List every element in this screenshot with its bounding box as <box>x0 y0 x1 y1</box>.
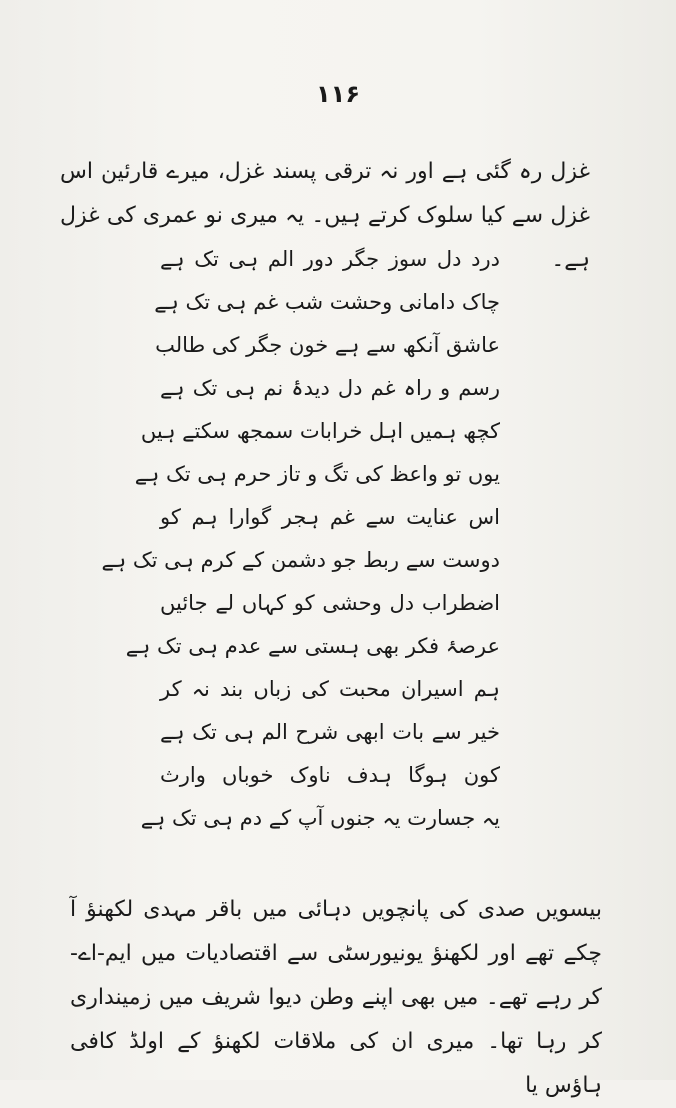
poem-line: خیر سے بات ابھی شرح الم ہی تک ہے <box>160 720 500 744</box>
intro-paragraph: غزل رہ گئی ہے اور نہ ترقی پسند غزل، میرے قارئین اس غزل سے کیا سلوک کرتے ہیں۔ یہ میری نو عمری کی غزل ہے۔ <box>60 159 590 272</box>
poem-line: کون ہوگا ہدف ناوک خوباں وارث <box>160 763 500 787</box>
poem-line: یہ جسارت یہ جنوں آپ کے دم ہی تک ہے <box>140 806 500 830</box>
poem-line: رسم و راہ غم دل دیدۂ نم ہی تک ہے <box>160 376 500 400</box>
ghazal-poem <box>101 238 500 840</box>
poem-line: چاک دامانی وحشت شب غم ہی تک ہے <box>154 290 500 314</box>
poem-line: یوں تو واعظ کی تگ و تاز حرم ہی تک ہے <box>134 462 500 486</box>
poem-line: عرصۂ فکر بھی ہستی سے عدم ہی تک ہے <box>125 634 500 658</box>
poem-line: عاشق آنکھ سے ہے خون جگر کی طالب <box>155 333 500 357</box>
poem-line: اضطراب دل وحشی کو کہاں لے جائیں <box>160 591 500 615</box>
poem-line: دوست سے ربط جو دشمن کے کرم ہی تک ہے <box>101 548 500 572</box>
poem-line: اس عنایت سے غم ہجر گوارا ہم کو <box>160 505 500 529</box>
poem-line: ہم اسیران محبت کی زباں بند نہ کر <box>160 677 500 701</box>
page-number: ۱۱۶ <box>316 80 360 108</box>
outro-paragraph: بیسویں صدی کی پانچویں دہائی میں باقر مہدی لکھنؤ آ چکے تھے اور لکھنؤ یونیورسٹی سے اقتصادیات میں ایم-اے- کر رہے تھے۔ میں بھی اپنے وطن دیوا شریف میں زمینداری کر رہا تھا۔ میری ان کی ملاقات لکھنؤ کے اولڈ کافی ہاؤس یا <box>70 897 602 1098</box>
poem-line: درد دل سوز جگر دور الم ہی تک ہے <box>160 247 500 271</box>
poem-line: کچھ ہمیں اہل خرابات سمجھ سکتے ہیں <box>140 419 500 443</box>
